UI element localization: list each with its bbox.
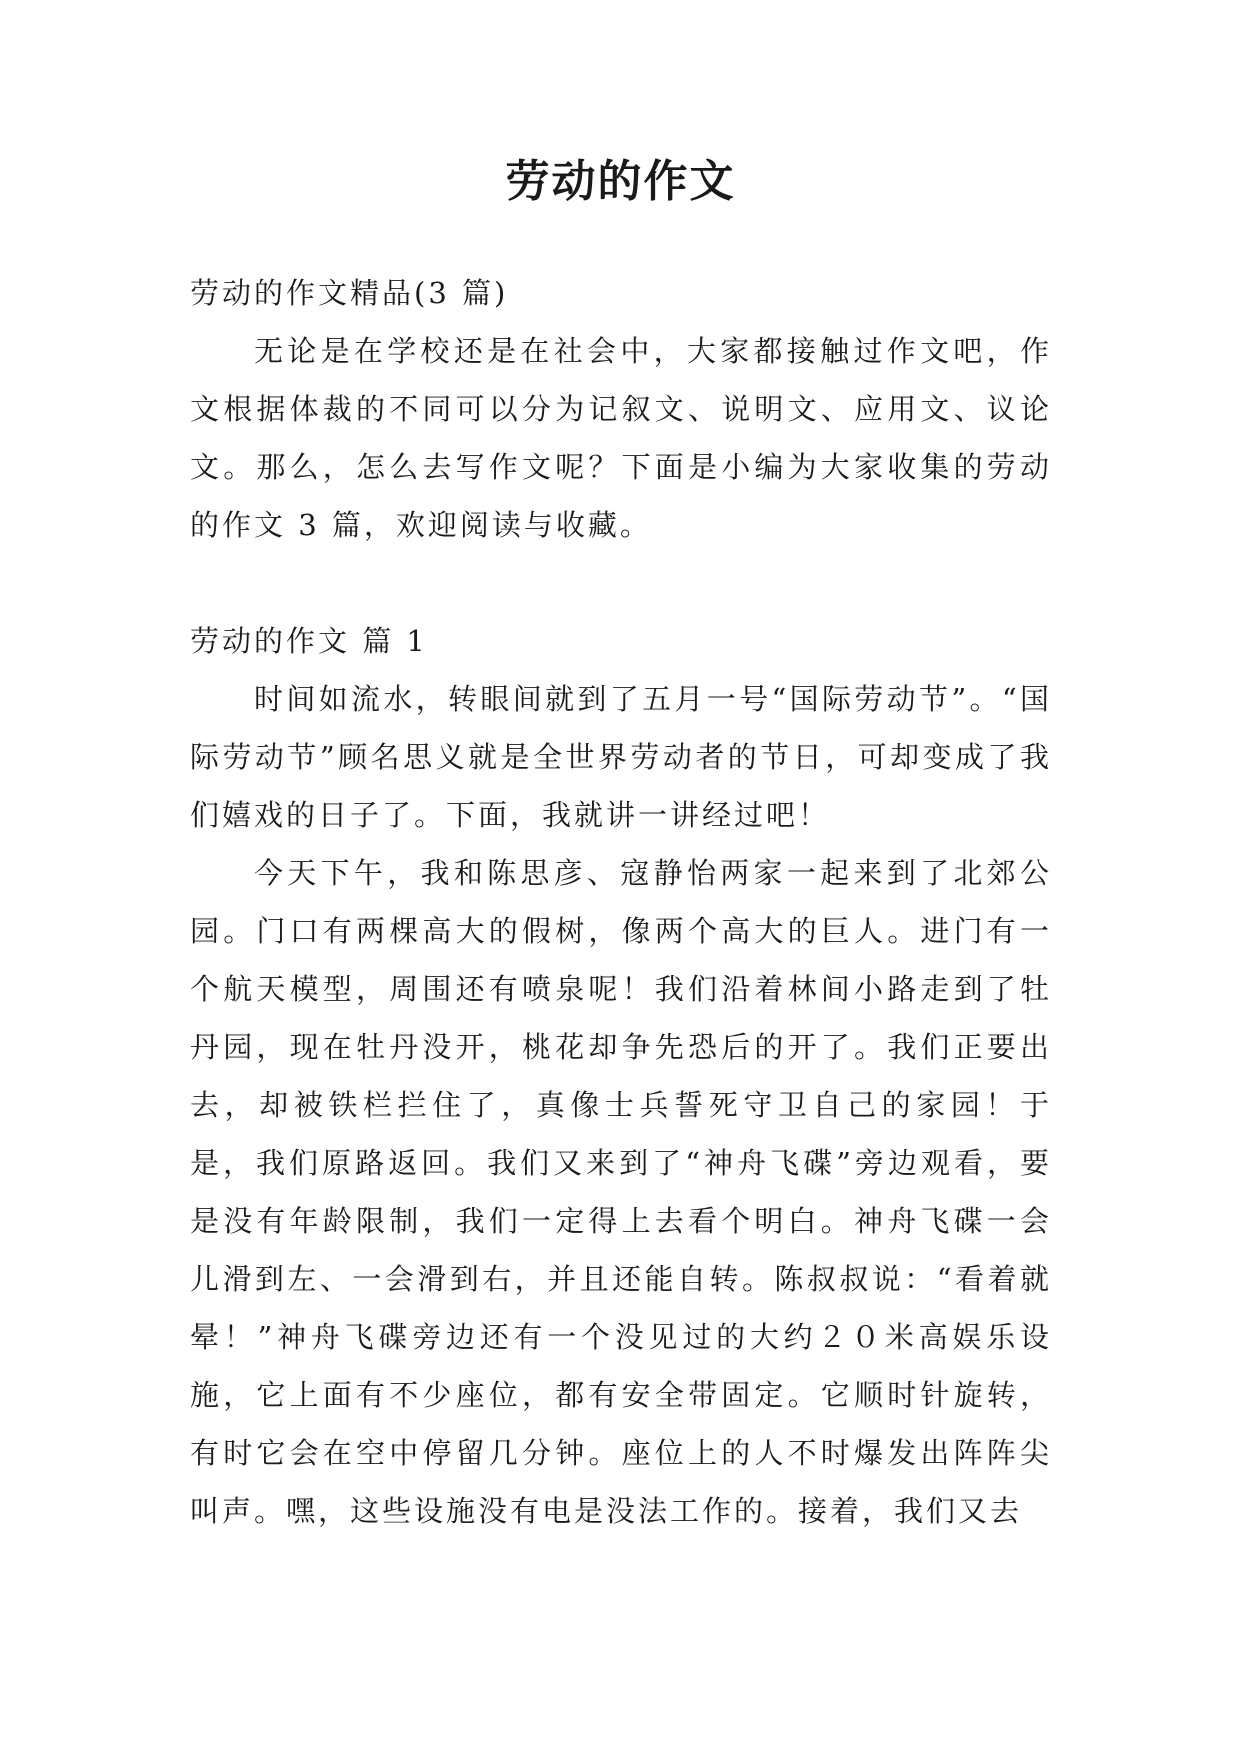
- section-heading: 劳动的作文 篇 1: [190, 624, 428, 658]
- document-body: [190, 264, 1052, 1540]
- body-paragraph: 时间如流水，转眼间就到了五月一号“国际劳动节”。“国际劳动节”顾名思义就是全世界劳动者的节日，可却变成了我们嬉戏的日子了。下面，我就讲一讲经过吧！: [190, 682, 1052, 832]
- intro-paragraph: 无论是在学校还是在社会中，大家都接触过作文吧，作文根据体裁的不同可以分为记叙文、说明文、应用文、议论文。那么，怎么去写作文呢？下面是小编为大家收集的劳动的作文 3 篇，欢迎阅读与收藏。: [190, 334, 1052, 542]
- document-subtitle: 劳动的作文精品(3 篇): [190, 276, 509, 310]
- document-title: 劳动的作文: [505, 156, 736, 207]
- body-paragraph: 今天下午，我和陈思彦、寇静怡两家一起来到了北郊公园。门口有两棵高大的假树，像两个高大的巨人。进门有一个航天模型，周围还有喷泉呢！我们沿着林间小路走到了牡丹园，现在牡丹没开，桃花却争先恐后的开了。我们正要出去，却被铁栏拦住了，真像士兵誓死守卫自己的家园！于是，我们原路返回。我们又来到了“神舟飞碟”旁边观看，要是没有年龄限制，我们一定得上去看个明白。神舟飞碟一会儿滑到左、一会滑到右，并且还能自转。陈叔叔说：“看着就晕！”神舟飞碟旁边还有一个没见过的大约２０米高娱乐设施，它上面有不少座位，都有安全带固定。它顺时针旋转，有时它会在空中停留几分钟。座位上的人不时爆发出阵阵尖叫声。嘿，这些设施没有电是没法工作的。接着，我们又去: [190, 856, 1052, 1528]
